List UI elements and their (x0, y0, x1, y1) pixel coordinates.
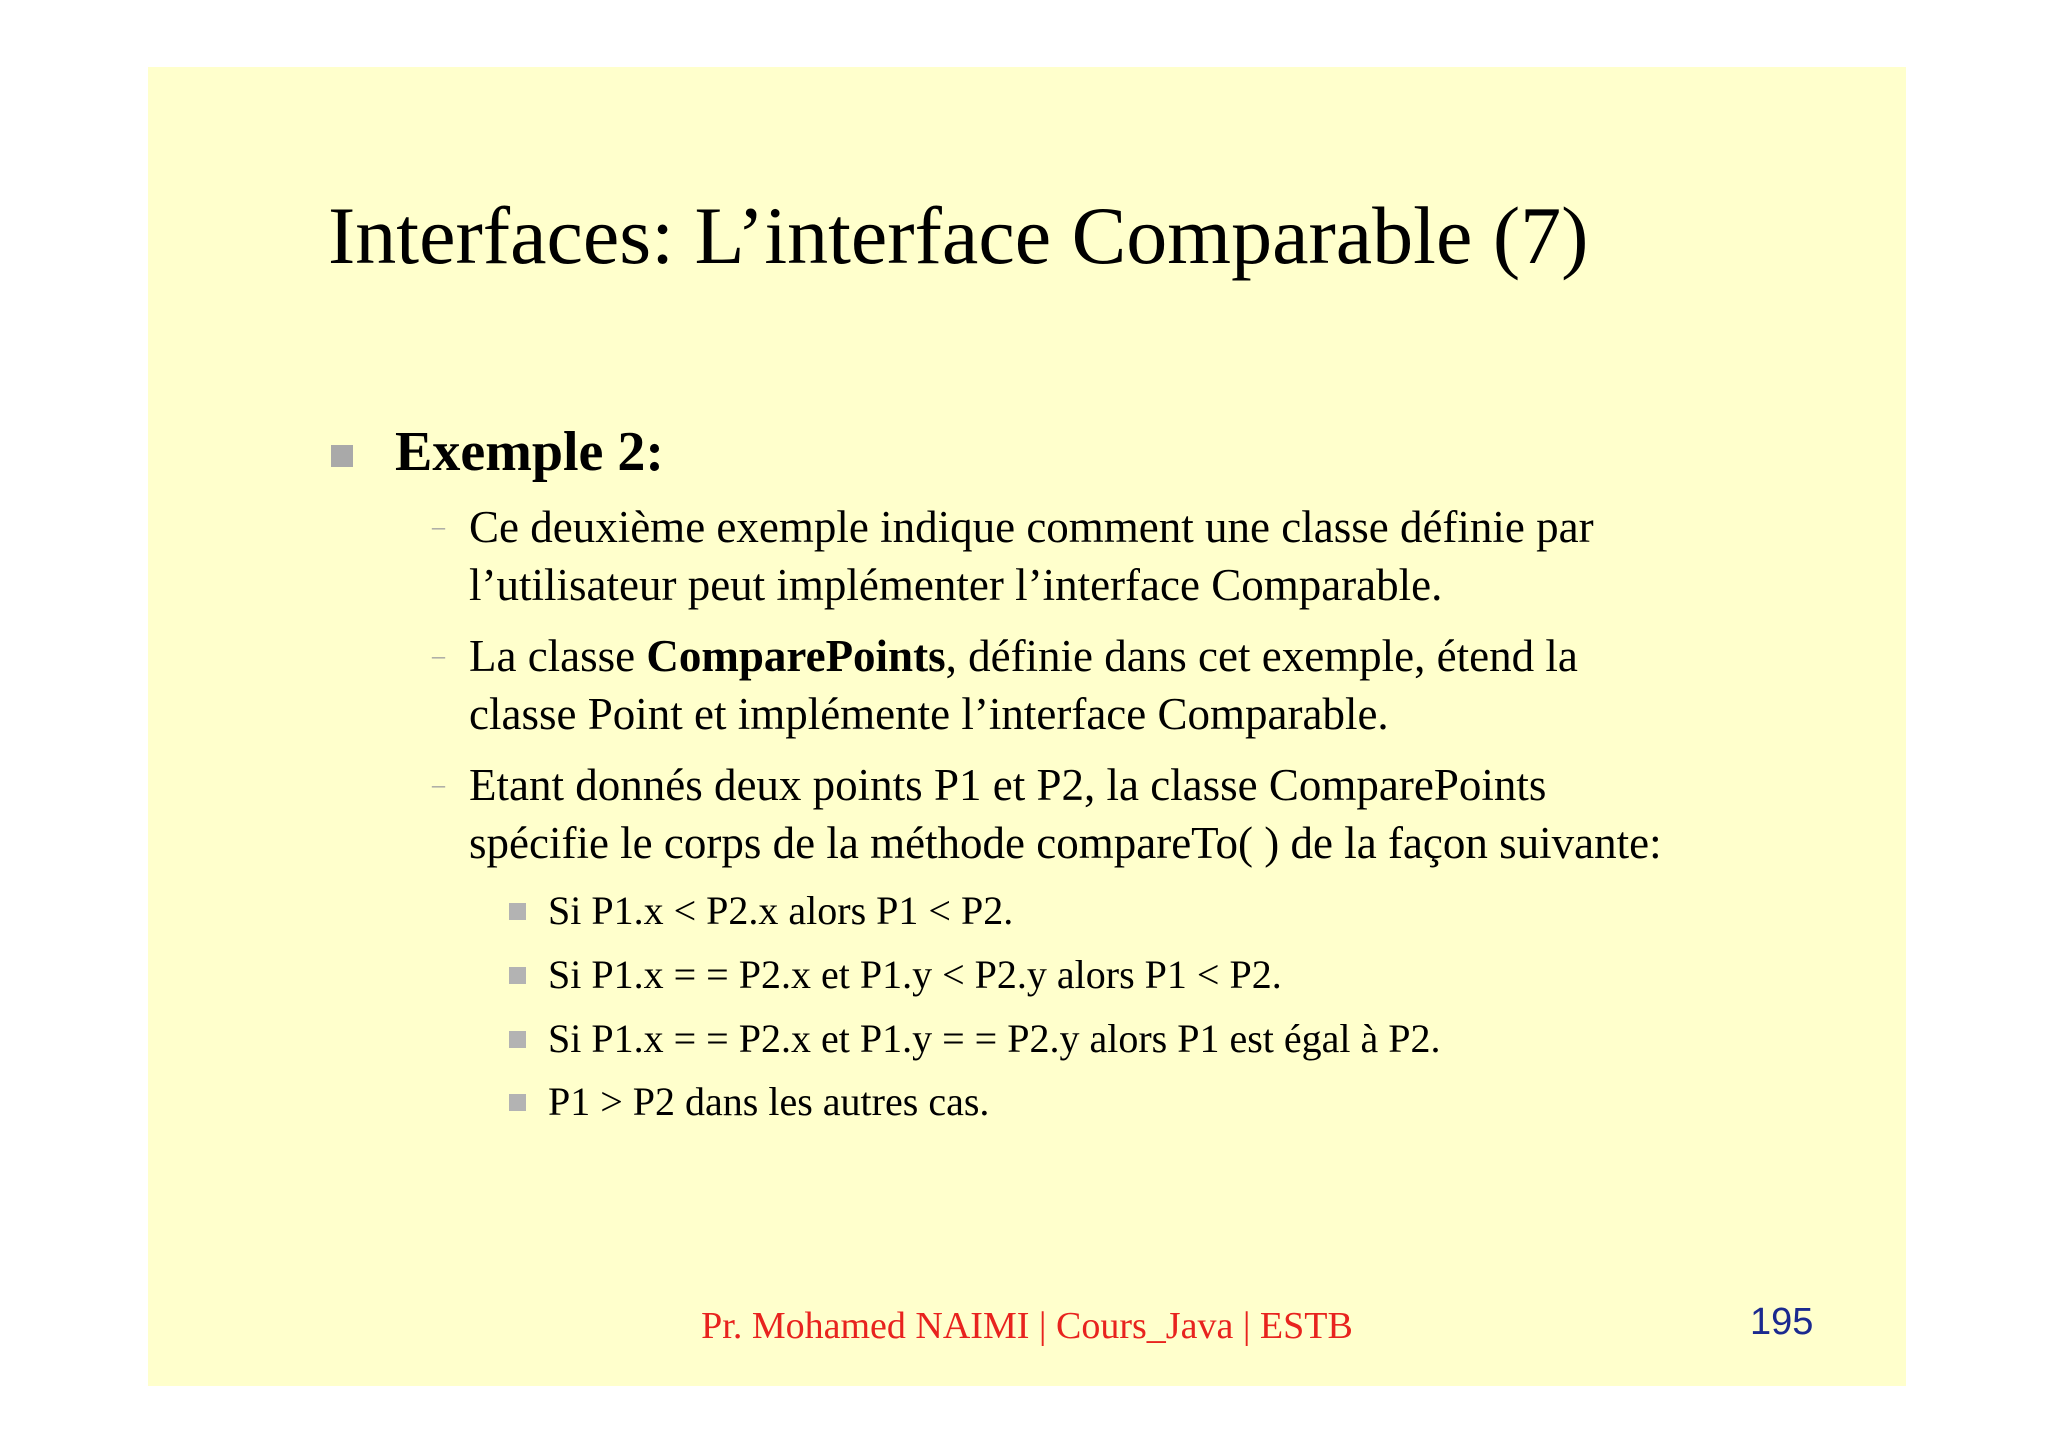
list-item (432, 627, 1869, 743)
dash-bullet-icon: – (432, 641, 445, 670)
rule-item (548, 949, 1282, 1001)
rule-text: Si P1.x < P2.x alors P1 < P2. (548, 888, 1014, 933)
example-heading: Exemple 2: (395, 421, 665, 483)
list-item (432, 756, 1869, 872)
list-item-line (469, 627, 1869, 685)
list-item-line: spécifie le corps de la méthode compareTo( ) de la façon suivante: (469, 818, 1662, 868)
rule-text: Si P1.x = = P2.x et P1.y = = P2.y alors P1 est égal à P2. (548, 1016, 1441, 1061)
rule-item (548, 1076, 989, 1128)
rule-item (548, 1013, 1441, 1065)
square-bullet-icon (509, 903, 526, 920)
slide-footer: Pr. Mohamed NAIMI | Cours_Java | ESTB (701, 1305, 1353, 1347)
dash-bullet-icon: – (432, 770, 445, 799)
square-bullet-icon (509, 967, 526, 984)
square-bullet-icon (331, 445, 353, 467)
rule-item (548, 885, 1013, 937)
list-item-line: classe Point et implémente l’interface Comparable. (469, 689, 1389, 739)
list-item-line: l’utilisateur peut implémenter l’interface Comparable. (469, 560, 1443, 610)
list-item (432, 498, 1869, 614)
dash-bullet-icon: – (432, 512, 445, 541)
square-bullet-icon (509, 1094, 526, 1111)
rule-text: P1 > P2 dans les autres cas. (548, 1079, 990, 1124)
square-bullet-icon (509, 1031, 526, 1048)
rule-text: Si P1.x = = P2.x et P1.y < P2.y alors P1 < P2. (548, 952, 1282, 997)
list-item-line: Etant donnés deux points P1 et P2, la classe ComparePoints (469, 760, 1547, 810)
text-segment: La classe (469, 631, 647, 681)
slide (148, 67, 1906, 1386)
page-number: 195 (1750, 1301, 1814, 1343)
class-name-bold: ComparePoints (646, 631, 946, 681)
list-item-line: Ce deuxième exemple indique comment une classe définie par (469, 502, 1594, 552)
text-segment: , définie dans cet exemple, étend la (945, 631, 1578, 681)
slide-title: Interfaces: L’interface Comparable (7) (328, 190, 1589, 281)
